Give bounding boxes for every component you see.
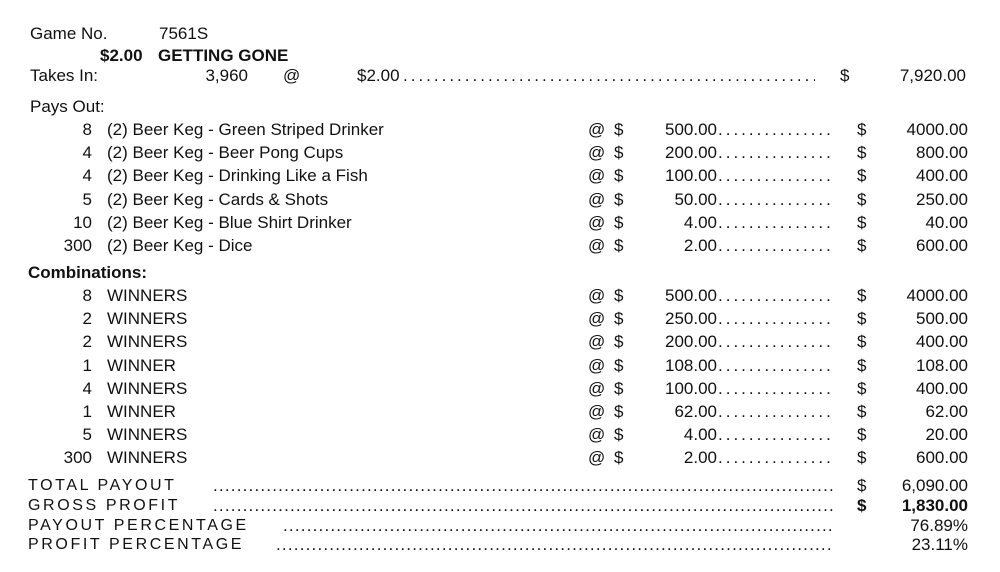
row-description: WINNERS xyxy=(107,332,188,352)
row-leader xyxy=(718,166,834,186)
row-total: 40.00 xyxy=(925,212,968,232)
row-quantity: 5 xyxy=(82,189,92,209)
row-leader xyxy=(718,286,834,306)
row-total-currency: $ xyxy=(857,402,867,421)
row-description: WINNER xyxy=(107,355,176,375)
row-unit-price: 200.00 xyxy=(665,332,717,352)
row-at-sign: @ xyxy=(588,189,606,209)
payout-percentage-leader xyxy=(283,516,833,536)
row-total-currency: $ xyxy=(857,355,867,375)
row-leader xyxy=(718,143,834,163)
row-currency: $ xyxy=(614,402,624,421)
row-unit-price: 4.00 xyxy=(683,212,717,232)
row-total-currency: $ xyxy=(857,425,867,445)
game-number: 7561S xyxy=(159,24,209,43)
row-unit-price: 200.00 xyxy=(665,143,717,163)
combinations-label: Combinations: xyxy=(28,263,147,282)
row-unit-price: 100.00 xyxy=(665,378,717,398)
row-at-sign: @ xyxy=(588,332,606,352)
row-quantity: 300 xyxy=(63,236,92,255)
row-description: (2) Beer Keg - Beer Pong Cups xyxy=(107,143,344,163)
row-quantity: 8 xyxy=(82,286,92,305)
row-quantity: 2 xyxy=(82,332,92,352)
row-currency: $ xyxy=(614,286,624,305)
row-total-currency: $ xyxy=(857,332,867,352)
row-currency: $ xyxy=(614,355,624,375)
row-unit-price: 62.00 xyxy=(674,402,717,421)
takes-in-count: 3,960 xyxy=(205,66,248,85)
row-total: 500.00 xyxy=(916,309,968,329)
row-unit-price: 50.00 xyxy=(674,189,717,209)
row-total: 108.00 xyxy=(916,355,968,375)
row-currency: $ xyxy=(614,236,624,255)
total-payout-value: 6,090.00 xyxy=(901,476,968,495)
row-total-currency: $ xyxy=(857,189,867,209)
row-leader xyxy=(718,402,834,422)
row-total: 400.00 xyxy=(916,332,968,352)
takes-in-at: @ xyxy=(283,66,301,85)
row-quantity: 8 xyxy=(82,120,92,139)
row-total: 62.00 xyxy=(925,402,968,421)
row-at-sign: @ xyxy=(588,378,606,398)
takes-in-price: $2.00 xyxy=(357,66,400,85)
row-description: (2) Beer Keg - Dice xyxy=(107,236,253,255)
row-total: 600.00 xyxy=(916,448,968,468)
total-payout-leader xyxy=(213,476,833,496)
row-leader xyxy=(718,190,834,210)
takes-in-total: 7,920.00 xyxy=(899,66,966,85)
row-description: WINNERS xyxy=(107,286,188,305)
row-leader xyxy=(718,332,834,352)
gross-profit-label: GROSS PROFIT xyxy=(28,497,181,514)
row-leader xyxy=(718,120,834,140)
row-leader xyxy=(718,425,834,445)
row-description: (2) Beer Keg - Drinking Like a Fish xyxy=(107,166,368,186)
row-unit-price: 2.00 xyxy=(683,448,717,468)
row-quantity: 1 xyxy=(82,402,92,421)
row-total: 400.00 xyxy=(916,378,968,398)
row-description: WINNERS xyxy=(107,425,188,445)
total-payout-label: TOTAL PAYOUT xyxy=(28,477,177,494)
row-total-currency: $ xyxy=(857,236,867,255)
row-quantity: 5 xyxy=(82,425,92,445)
gross-profit-leader xyxy=(213,496,833,516)
row-currency: $ xyxy=(614,425,624,445)
row-currency: $ xyxy=(614,309,624,329)
row-currency: $ xyxy=(614,332,624,352)
row-unit-price: 500.00 xyxy=(665,120,717,139)
profit-percentage-value: 23.11% xyxy=(911,535,968,554)
row-unit-price: 4.00 xyxy=(683,425,717,445)
row-currency: $ xyxy=(614,448,624,468)
row-total-currency: $ xyxy=(857,309,867,329)
row-leader xyxy=(718,213,834,233)
row-description: WINNER xyxy=(107,402,176,421)
row-quantity: 4 xyxy=(82,378,92,398)
row-total: 4000.00 xyxy=(906,286,968,305)
row-at-sign: @ xyxy=(588,166,606,186)
row-leader xyxy=(718,379,834,399)
row-quantity: 4 xyxy=(82,143,92,163)
profit-percentage-leader xyxy=(276,535,833,555)
row-total-currency: $ xyxy=(857,448,867,468)
row-leader xyxy=(718,356,834,376)
row-description: WINNERS xyxy=(107,378,188,398)
row-at-sign: @ xyxy=(588,286,606,305)
game-price: $2.00 xyxy=(100,46,143,65)
row-total: 600.00 xyxy=(916,236,968,255)
row-at-sign: @ xyxy=(588,355,606,375)
row-total-currency: $ xyxy=(857,120,867,139)
row-at-sign: @ xyxy=(588,309,606,329)
row-at-sign: @ xyxy=(588,402,606,421)
row-total: 20.00 xyxy=(925,425,968,445)
payout-percentage-label: PAYOUT PERCENTAGE xyxy=(28,517,249,534)
total-payout-currency: $ xyxy=(857,476,867,495)
row-leader xyxy=(718,236,834,256)
row-currency: $ xyxy=(614,212,624,232)
row-currency: $ xyxy=(614,189,624,209)
game-no-label: Game No. xyxy=(30,24,108,43)
game-title: GETTING GONE xyxy=(158,46,289,65)
row-quantity: 10 xyxy=(73,212,92,232)
gross-profit-currency: $ xyxy=(857,496,867,515)
row-unit-price: 108.00 xyxy=(665,355,717,375)
takes-in-label: Takes In: xyxy=(30,66,99,85)
row-at-sign: @ xyxy=(588,236,606,255)
row-at-sign: @ xyxy=(588,425,606,445)
row-quantity: 300 xyxy=(63,448,92,468)
row-at-sign: @ xyxy=(588,143,606,163)
row-at-sign: @ xyxy=(588,212,606,232)
row-unit-price: 2.00 xyxy=(683,236,717,255)
row-quantity: 1 xyxy=(82,355,92,375)
row-currency: $ xyxy=(614,166,624,186)
row-unit-price: 500.00 xyxy=(665,286,717,305)
row-quantity: 2 xyxy=(82,309,92,329)
row-description: (2) Beer Keg - Cards & Shots xyxy=(107,189,329,209)
takes-in-leader xyxy=(403,66,815,86)
row-total-currency: $ xyxy=(857,286,867,305)
row-unit-price: 100.00 xyxy=(665,166,717,186)
row-total-currency: $ xyxy=(857,166,867,186)
row-currency: $ xyxy=(614,378,624,398)
row-description: (2) Beer Keg - Blue Shirt Drinker xyxy=(107,212,352,232)
row-description: (2) Beer Keg - Green Striped Drinker xyxy=(107,120,384,139)
row-description: WINNERS xyxy=(107,309,188,329)
row-description: WINNERS xyxy=(107,448,188,468)
row-leader xyxy=(718,448,834,468)
row-total: 250.00 xyxy=(916,189,968,209)
row-total: 400.00 xyxy=(916,166,968,186)
row-total: 4000.00 xyxy=(906,120,968,139)
row-at-sign: @ xyxy=(588,448,606,468)
row-total-currency: $ xyxy=(857,143,867,163)
row-total: 800.00 xyxy=(916,143,968,163)
row-leader xyxy=(718,309,834,329)
gross-profit-value: 1,830.00 xyxy=(901,496,968,515)
takes-in-currency: $ xyxy=(840,66,850,85)
row-total-currency: $ xyxy=(857,378,867,398)
row-at-sign: @ xyxy=(588,120,606,139)
pays-out-label: Pays Out: xyxy=(30,97,105,116)
row-currency: $ xyxy=(614,120,624,139)
row-currency: $ xyxy=(614,143,624,163)
profit-percentage-label: PROFIT PERCENTAGE xyxy=(28,536,245,553)
payout-percentage-value: 76.89% xyxy=(910,516,968,535)
row-unit-price: 250.00 xyxy=(665,309,717,329)
row-quantity: 4 xyxy=(82,166,92,186)
row-total-currency: $ xyxy=(857,212,867,232)
